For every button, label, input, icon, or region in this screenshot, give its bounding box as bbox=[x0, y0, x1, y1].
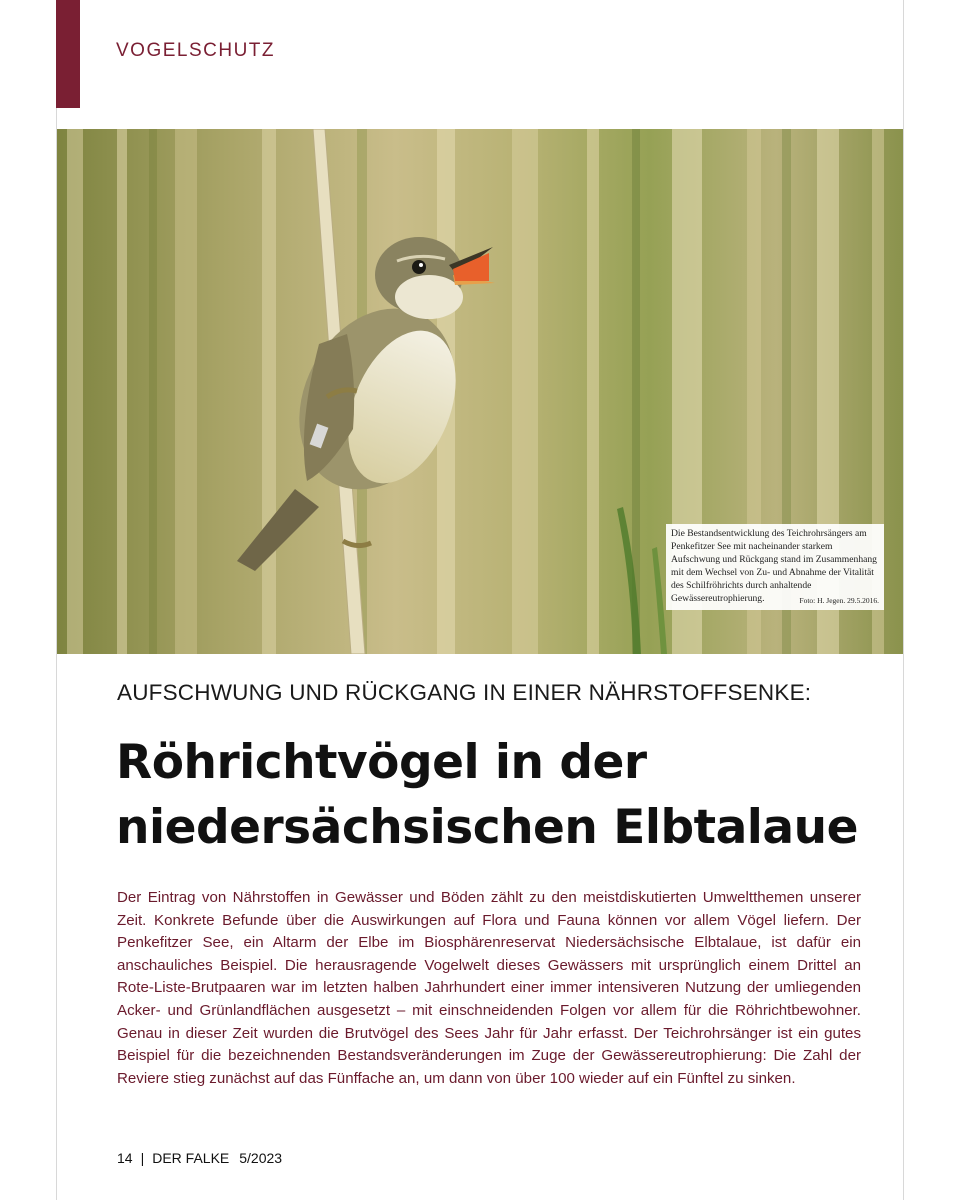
issue-number: 5/2023 bbox=[239, 1150, 283, 1166]
article-kicker: AUFSCHWUNG UND RÜCKGANG IN EINER NÄHRSTOFFSENKE: bbox=[117, 680, 812, 705]
section-label: VOGELSCHUTZ bbox=[116, 40, 276, 61]
article-headline bbox=[116, 730, 876, 860]
page-number: 14 bbox=[117, 1150, 133, 1166]
article-lead: Der Eintrag von Nährstoffen in Gewässer und Böden zählt zu den meistdiskutierten Umweltthemen unserer Zeit. Konkrete Befunde über die Auswirkungen auf Flora und Fauna können vor allem Vögel liefern. Der Penkefitzer See, ein Altarm der Elbe im Biosphärenreservat Niedersächsische Elbtalaue, ist dafür ein anschauliches Beispiel. Die herausragende Vogelwelt dieses Gewässers mit ursprünglich einem Drittel an Rote-Liste-Brutpaaren war im letzten halben Jahrhundert einer immer intensiveren Nutzung der umliegenden Acker- und Grünlandflächen ausgesetzt – mit einschneidenden Folgen vor allem für die Röhrichtbewohner. Genau in dieser Zeit wurden die Brutvögel des Sees Jahr für Jahr erfasst. Der Teichrohrsänger ist ein gutes Beispiel für die bezeichnenden Bestandsveränderungen im Zuge der Gewässereutrophierung: Die Zahl der Reviere stieg zunächst auf das Fünffache an, um dann von über 100 wieder auf ein Fünftel zu sinken. bbox=[117, 889, 861, 1087]
photo-credit: Foto: H. Jegen. 29.5.2016. bbox=[799, 596, 879, 605]
headline-line-2: niedersächsischen Elbtalaue bbox=[116, 800, 858, 855]
headline-line-1: Röhrichtvögel in der bbox=[116, 735, 647, 790]
caption-text: Die Bestandsentwicklung des Teichrohrsängers am Penkefitzer See mit nacheinander starkem Aufschwung und Rückgang stand im Zusammenhang mit dem Wechsel von Zu- und Abnahme der Vitalität des Schilfröhrichts durch anhaltende Gewässereutrophierung. bbox=[671, 528, 877, 604]
magazine-name: DER FALKE bbox=[152, 1150, 230, 1166]
photo-caption bbox=[666, 524, 884, 610]
section-accent-bar bbox=[56, 0, 80, 108]
page-footer bbox=[117, 1150, 282, 1166]
footer-separator: | bbox=[140, 1150, 145, 1166]
